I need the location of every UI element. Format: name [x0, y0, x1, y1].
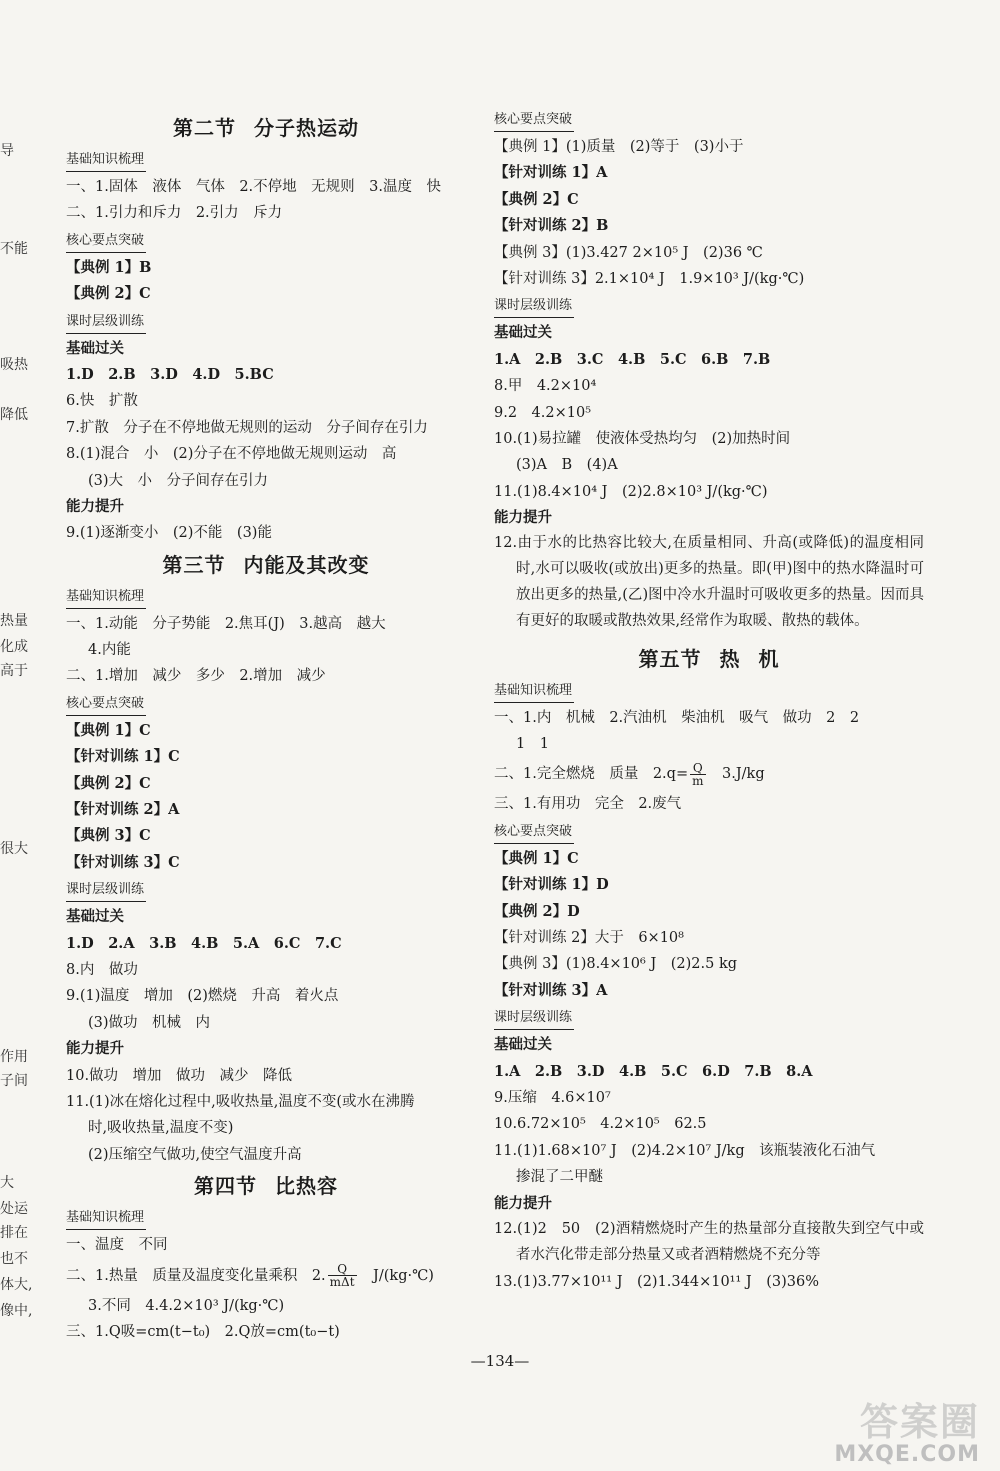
answer-line: 1.D 2.A 3.B 4.B 5.A 6.C 7.C	[66, 934, 342, 952]
group-heading: 能力提升	[66, 1040, 124, 1058]
answer-line: 【典例 1】C	[66, 721, 151, 739]
answer-line: 二、1.热量 质量及温度变化量乘积 2. $\frac{Q}{\text{mΔt}}$ J/(kg·℃)	[66, 1262, 434, 1289]
margin-fragment: 降低	[0, 407, 28, 423]
watermark-url: MXQE.COM	[834, 1442, 980, 1467]
answer-line: 10.(1)易拉罐 使液体受热均匀 (2)加热时间	[494, 430, 791, 447]
answer-line: 三、1.Q吸=cm(t−t₀) 2.Q放=cm(t₀−t)	[66, 1323, 340, 1340]
section-title: 第二节 分子热运动	[173, 116, 359, 140]
answer-line: 1.A 2.B 3.C 4.B 5.C 6.B 7.B	[494, 350, 771, 368]
answer-line: 【针对训练 1】D	[494, 876, 609, 894]
answer-line: 【针对训练 2】B	[494, 217, 609, 235]
answer-line: 1.D 2.B 3.D 4.D 5.BC	[66, 365, 274, 383]
answer-line: 一、1.内 机械 2.汽油机 柴油机 吸气 做功 2 2	[494, 709, 860, 726]
answer-line: 二、1.增加 减少 多少 2.增加 减少	[66, 668, 326, 685]
margin-fragment: 很大	[0, 841, 28, 857]
margin-fragment: 大	[0, 1175, 14, 1191]
margin-fragment: 不能	[0, 241, 28, 257]
answer-line: 11.(1)冰在熔化过程中,吸收热量,温度不变(或水在沸腾	[66, 1093, 415, 1110]
answer-line: 【针对训练 1】C	[66, 748, 180, 766]
group-heading: 基础过关	[494, 324, 552, 342]
group-heading: 能力提升	[494, 1194, 552, 1212]
answer-line: 9.压缩 4.6×10⁷	[494, 1089, 611, 1106]
group-heading: 基础过关	[66, 908, 124, 926]
subsection-tag: 基础知识梳理	[66, 1208, 146, 1230]
watermark-logo	[810, 1400, 980, 1465]
fraction: $\frac{Q}{\text{mΔt}}$	[329, 1262, 355, 1289]
answer-line: 【针对训练 3】A	[494, 981, 608, 999]
answer-line: 【典例 3】(1)3.427 2×10⁵ J (2)36 ℃	[494, 244, 763, 261]
subsection-tag: 基础知识梳理	[494, 681, 574, 703]
subsection-tag: 核心要点突破	[494, 110, 574, 132]
answer-line: 【针对训练 3】C	[66, 853, 180, 871]
answer-line: 【典例 3】C	[66, 827, 151, 845]
page-number: —134—	[470, 1352, 530, 1370]
margin-fragment: 导	[0, 143, 14, 159]
answer-line: 一、1.动能 分子势能 2.焦耳(J) 3.越高 越大	[66, 615, 386, 632]
subsection-tag: 基础知识梳理	[66, 150, 146, 172]
answer-line: 11.(1)8.4×10⁴ J (2)2.8×10³ J/(kg·℃)	[494, 483, 768, 500]
answer-line: 【典例 2】C	[66, 774, 151, 792]
answer-line: 1 1	[516, 736, 549, 753]
answer-line: 【典例 2】C	[66, 285, 151, 303]
answer-line: 掺混了二甲醚	[516, 1169, 603, 1186]
answer-line: 二、1.引力和斥力 2.引力 斥力	[66, 205, 283, 222]
margin-fragment: 像中,	[0, 1303, 33, 1319]
answer-line: 9.(1)温度 增加 (2)燃烧 升高 着火点	[66, 988, 339, 1005]
answer-line: 【典例 2】C	[494, 190, 579, 208]
answer-line: (3)A B (4)A	[516, 457, 618, 474]
answer-line: 【针对训练 1】A	[494, 164, 608, 182]
answer-line: 1.A 2.B 3.D 4.B 5.C 6.D 7.B 8.A	[494, 1062, 813, 1080]
answer-line: 11.(1)1.68×10⁷ J (2)4.2×10⁷ J/kg 该瓶装液化石油气	[494, 1142, 876, 1159]
subsection-tag: 课时层级训练	[494, 296, 574, 318]
answer-line: 【典例 3】(1)8.4×10⁶ J (2)2.5 kg	[494, 956, 738, 973]
answer-line: 时,吸收热量,温度不变)	[88, 1120, 234, 1137]
margin-fragment: 作用	[0, 1049, 28, 1065]
section-title: 第五节 热 机	[638, 646, 780, 671]
subsection-tag: 课时层级训练	[66, 880, 146, 902]
left-margin-fragments	[0, 0, 34, 1400]
group-heading: 能力提升	[66, 497, 124, 515]
answer-line: 8.(1)混合 小 (2)分子在不停地做无规则运动 高	[66, 446, 397, 463]
answer-line: 【典例 1】C	[494, 849, 579, 867]
answer-line: 【典例 1】B	[66, 258, 152, 276]
answer-line: 7.扩散 分子在不停地做无规则的运动 分子间存在引力	[66, 419, 428, 436]
watermark-text: 答案圈	[859, 1400, 980, 1444]
section-title: 第三节 内能及其改变	[162, 552, 370, 577]
answer-line: 10.6.72×10⁵ 4.2×10⁵ 62.5	[494, 1116, 707, 1133]
margin-fragment: 高于	[0, 663, 28, 679]
section-title: 第四节 比热容	[194, 1174, 338, 1199]
fraction: $\frac{Q}{m}$	[692, 760, 704, 788]
answer-line: 一、1.固体 液体 气体 2.不停地 无规则 3.温度 快	[66, 179, 442, 195]
answer-paragraph: 12.(1)2 50 (2)酒精燃烧时产生的热量部分直接散失到空气中或者水汽化带走部分热量又或者酒精燃烧不充分等	[494, 1220, 924, 1263]
margin-fragment: 处运	[0, 1201, 28, 1217]
answer-line: 二、1.完全燃烧 质量 2.q= $\frac{Q}{m}$ 3.J/kg	[494, 760, 765, 788]
answer-line: (3)大 小 分子间存在引力	[88, 472, 269, 489]
subsection-tag: 核心要点突破	[494, 822, 574, 844]
answer-line: 9.2 4.2×10⁵	[494, 404, 592, 421]
subsection-tag: 核心要点突破	[66, 694, 146, 716]
answer-paragraph: 12.由于水的比热容比较大,在质量相同、升高(或降低)的温度相同时,水可以吸收(或放出)更多的热量。即(甲)图中的热水降温时可放出更多的热量,(乙)图中冷水升温时可吸收更多的热量。因而具有更好的取暖或散热效果,经常作为取暖、散热的载体。	[494, 535, 924, 629]
margin-fragment: 排在	[0, 1225, 28, 1241]
answer-line: 4.内能	[88, 642, 131, 659]
answer-line: 【典例 1】(1)质量 (2)等于 (3)小于	[494, 139, 744, 155]
margin-fragment: 吸热	[0, 357, 28, 373]
group-heading: 基础过关	[66, 339, 124, 357]
answer-line: 一、温度 不同	[66, 1237, 168, 1254]
answer-line: 3.不同 4.4.2×10³ J/(kg·℃)	[88, 1297, 285, 1314]
subsection-tag: 课时层级训练	[494, 1008, 574, 1030]
left-column	[66, 110, 466, 1345]
answer-line: 10.做功 增加 做功 减少 降低	[66, 1067, 293, 1084]
answer-line: 【针对训练 2】A	[66, 801, 180, 819]
subsection-tag: 核心要点突破	[66, 231, 146, 253]
margin-fragment: 体大,	[0, 1277, 33, 1293]
subsection-tag: 课时层级训练	[66, 312, 146, 334]
answer-line: 三、1.有用功 完全 2.废气	[494, 796, 682, 813]
answer-line: 9.(1)逐渐变小 (2)不能 (3)能	[66, 525, 272, 542]
right-column	[494, 110, 924, 1295]
subsection-tag: 基础知识梳理	[66, 587, 146, 609]
margin-fragment: 热量	[0, 613, 28, 629]
answer-line: (3)做功 机械 内	[88, 1014, 211, 1031]
answer-line: 8.甲 4.2×10⁴	[494, 378, 597, 395]
margin-fragment: 也不	[0, 1251, 28, 1267]
answer-line: 【针对训练 3】2.1×10⁴ J 1.9×10³ J/(kg·℃)	[494, 270, 805, 287]
group-heading: 能力提升	[494, 509, 552, 527]
answer-line: 【典例 2】D	[494, 902, 580, 920]
margin-fragment: 化成	[0, 639, 28, 655]
answer-line: 8.内 做功	[66, 961, 138, 978]
answer-line: 【针对训练 2】大于 6×10⁸	[494, 930, 684, 946]
answer-line: (2)压缩空气做功,使空气温度升高	[88, 1146, 302, 1163]
answer-line: 13.(1)3.77×10¹¹ J (2)1.344×10¹¹ J (3)36%	[494, 1273, 819, 1290]
margin-fragment: 子间	[0, 1073, 28, 1089]
answer-line: 6.快 扩散	[66, 393, 138, 410]
group-heading: 基础过关	[494, 1036, 552, 1054]
